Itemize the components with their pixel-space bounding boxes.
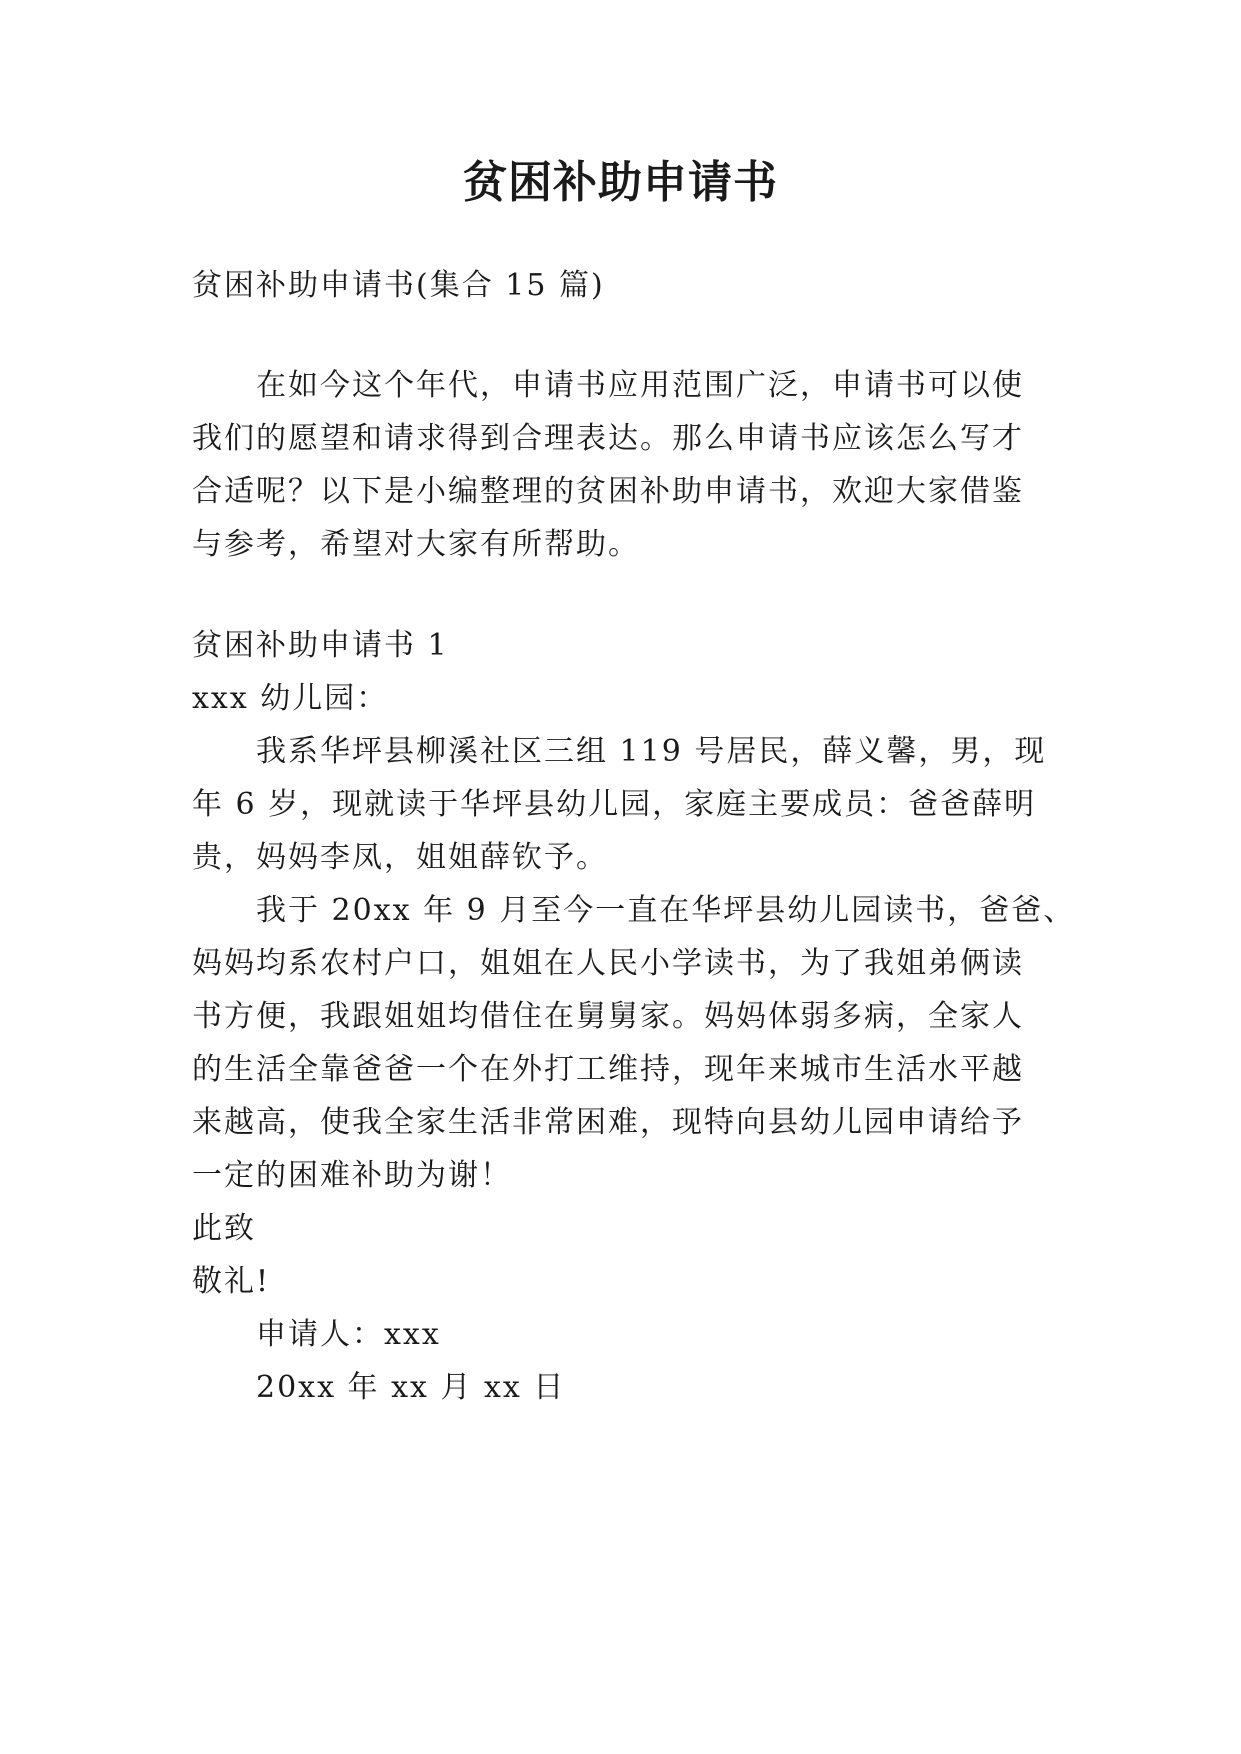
application-date: 20xx 年 xx 月 xx 日 [256,1370,566,1405]
intro-line: 在如今这个年代，申请书应用范围广泛，申请书可以使 [256,368,1024,403]
paragraph-line: 妈妈均系农村户口，姐姐在人民小学读书，为了我姐弟俩读 [192,946,1024,981]
paragraph-line: 年 6 岁，现就读于华坪县幼儿园，家庭主要成员：爸爸薛明 [192,787,1037,822]
intro-line: 合适呢？以下是小编整理的贫困补助申请书，欢迎大家借鉴 [192,474,1024,509]
intro-line: 我们的愿望和请求得到合理表达。那么申请书应该怎么写才 [192,421,1024,456]
applicant-signature: 申请人：xxx [256,1317,441,1352]
intro-line: 与参考，希望对大家有所帮助。 [192,527,640,562]
section-heading: 贫困补助申请书 1 [192,628,449,663]
document-subtitle: 贫困补助申请书(集合 15 篇) [192,268,605,303]
paragraph-line: 一定的困难补助为谢！ [192,1158,512,1193]
document-title: 贫困补助申请书 [463,157,778,208]
paragraph-line: 我系华坪县柳溪社区三组 119 号居民，薛义馨，男，现 [256,734,1047,769]
paragraph-line: 我于 20xx 年 9 月至今一直在华坪县幼儿园读书，爸爸、 [256,893,1076,928]
closing-line: 此致 [192,1211,256,1246]
paragraph-line: 来越高，使我全家生活非常困难，现特向县幼儿园申请给予 [192,1105,1024,1140]
closing-line: 敬礼! [192,1264,271,1299]
paragraph-line: 书方便，我跟姐姐均借住在舅舅家。妈妈体弱多病，全家人 [192,999,1024,1034]
salutation: xxx 幼儿园： [192,681,389,716]
paragraph-line: 贵，妈妈李凤，姐姐薛钦予。 [192,840,608,875]
paragraph-line: 的生活全靠爸爸一个在外打工维持，现年来城市生活水平越 [192,1052,1024,1087]
